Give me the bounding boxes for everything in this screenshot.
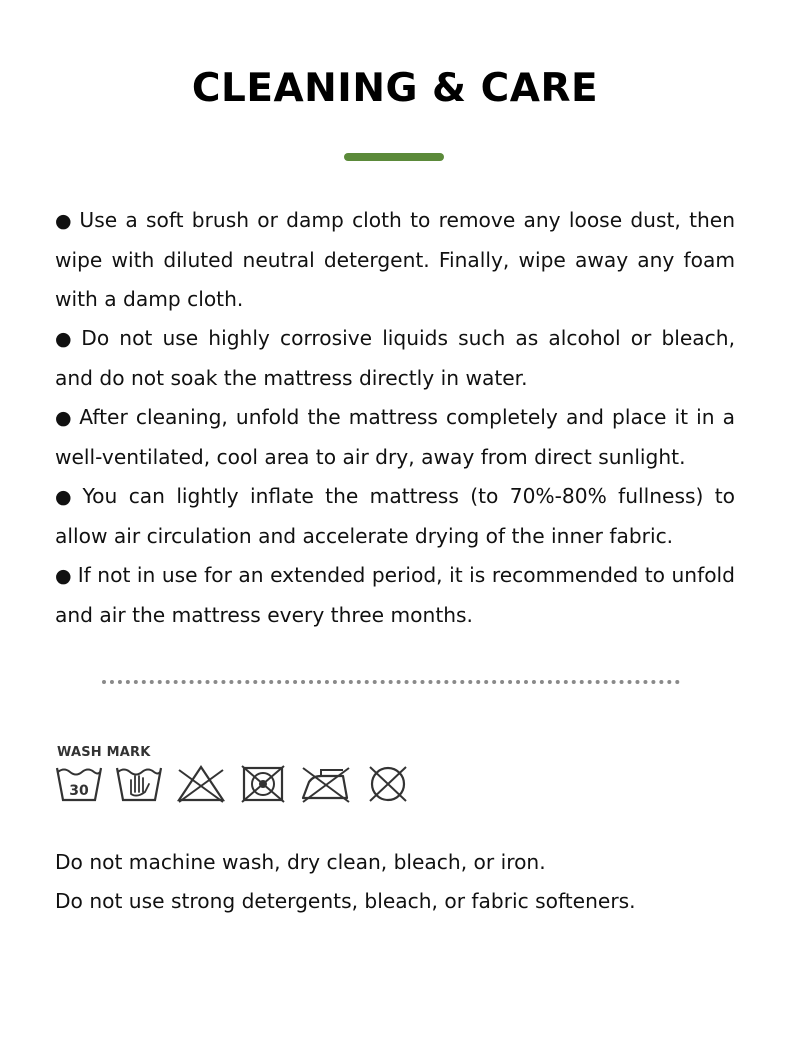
bullet-icon: ● — [55, 210, 74, 232]
bullet-icon: ● — [55, 565, 72, 587]
do-not-tumble-dry-icon — [239, 764, 287, 804]
title-accent-bar — [344, 153, 444, 161]
instruction-text: You can lightly inflate the mattress (to 70%-80% fullness) to allow air circulation and accelerate drying of the inner fabric. — [55, 484, 735, 548]
care-instructions-list — [55, 201, 735, 635]
do-not-bleach-icon — [175, 764, 227, 804]
do-not-dry-clean-icon — [365, 764, 411, 804]
hand-wash-icon — [115, 764, 163, 804]
bullet-icon: ● — [55, 486, 77, 508]
wash-mark-icons — [55, 764, 411, 806]
instruction-item — [55, 556, 735, 635]
page-title: CLEANING & CARE — [191, 66, 599, 111]
wash-temperature: 30 — [69, 783, 89, 799]
instruction-text: After cleaning, unfold the mattress completely and place it in a well-ventilated, cool area to air dry, away from direct sunlight. — [55, 405, 735, 469]
instruction-text: Do not use highly corrosive liquids such as alcohol or bleach, and do not soak the mattress directly in water. — [55, 326, 735, 390]
dotted-divider — [102, 680, 680, 684]
wash-mark-label: WASH MARK — [57, 745, 151, 760]
instruction-item — [55, 398, 735, 477]
instruction-item — [55, 477, 735, 556]
care-note: Do not machine wash, dry clean, bleach, or iron. — [55, 850, 546, 874]
instruction-item — [55, 201, 735, 319]
do-not-iron-icon — [299, 764, 353, 804]
instruction-text: If not in use for an extended period, it is recommended to unfold and air the mattress every three months. — [55, 563, 735, 627]
wash-30-icon — [55, 764, 103, 804]
care-note: Do not use strong detergents, bleach, or fabric softeners. — [55, 889, 636, 913]
instruction-item — [55, 319, 735, 398]
instruction-text: Use a soft brush or damp cloth to remove any loose dust, then wipe with diluted neutral detergent. Finally, wipe away any foam with a damp cloth. — [55, 208, 735, 311]
bullet-icon: ● — [55, 328, 76, 350]
bullet-icon: ● — [55, 407, 74, 429]
care-notes — [55, 843, 755, 921]
